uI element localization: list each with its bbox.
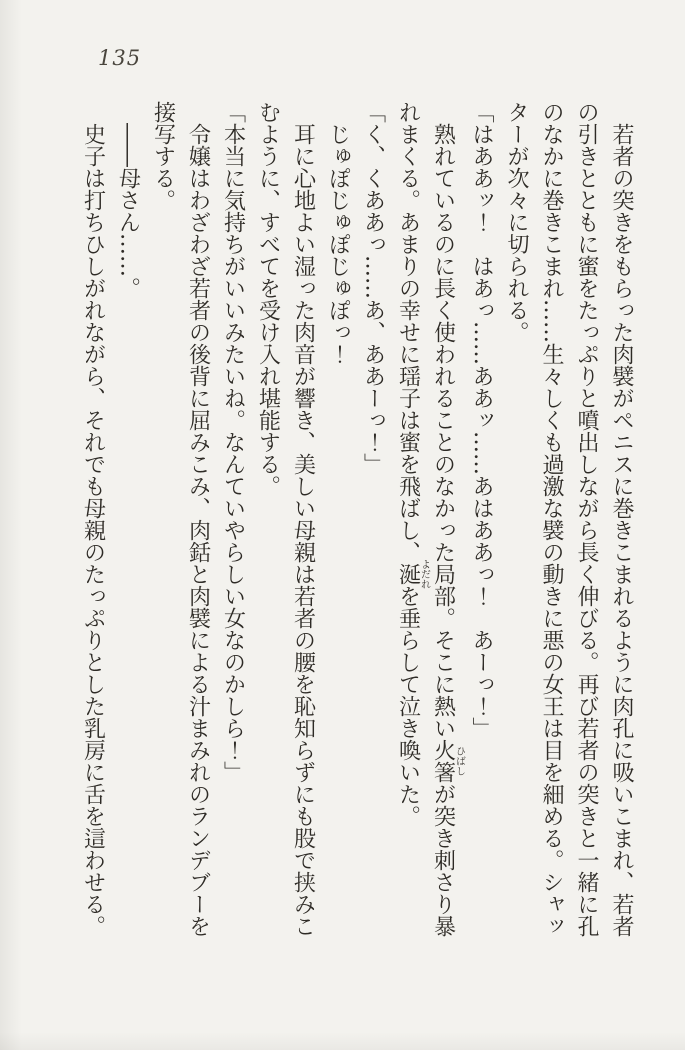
paragraph: ――母さん……。 bbox=[115, 123, 141, 299]
paragraph: 「く、くああっ……あ、ああーっ！」 bbox=[360, 101, 386, 475]
paragraph: 耳に心地よい湿った肉音が響き、美しい母親は若者の腰を恥知らずにも股で挟みこむように、すべてを受け入れ堪能する。 bbox=[255, 101, 316, 937]
paragraph: 史子は打ちひしがれながら、それでも母親のたっぷりとした乳房に舌を這わせる。 bbox=[80, 123, 106, 937]
paragraph: 「本当に気持ちがいいみたいね。なんていやらしい女なのかしら！」 bbox=[220, 101, 246, 783]
paragraph: 若者の突きをもらった肉襞がペニスに巻きこまれるように肉孔に吸いこまれ、若者の引きとともに蜜をたっぷりと噴出しながら長く伸びる。再び若者の突きと一緒に孔のなかに巻きこまれ……生々しくも過激な襞の動きに悪の女王は目を細める。シャッターが次々に切られる。 bbox=[504, 101, 634, 937]
furigana-text: よだれ bbox=[418, 559, 430, 589]
paragraph: 熟れているのに長く使われることのなかった局部。そこに熱い火箸ひばしが突き刺さり暴れまくる。あまりの幸せに瑶子は蜜を飛ばし、涎よだれを垂らして泣き喚いた。 bbox=[395, 101, 465, 937]
furigana-ruby: 涎よだれ bbox=[395, 559, 430, 589]
paragraph: 令嬢はわざわざ若者の後背に屈みこみ、肉銛と肉襞による汁まみれのランデブーを接写する。 bbox=[150, 101, 211, 937]
page-text bbox=[77, 101, 639, 947]
furigana-ruby: 火箸ひばし bbox=[430, 739, 465, 783]
page-number: 135 bbox=[98, 46, 142, 70]
furigana-text: ひばし bbox=[453, 739, 465, 783]
paragraph: 「はああッ！ はあっ……ああッ……あはああっ！ あーっ！」 bbox=[469, 101, 494, 739]
paragraph: じゅぽじゅぽじゅぽっ！ bbox=[325, 123, 351, 365]
